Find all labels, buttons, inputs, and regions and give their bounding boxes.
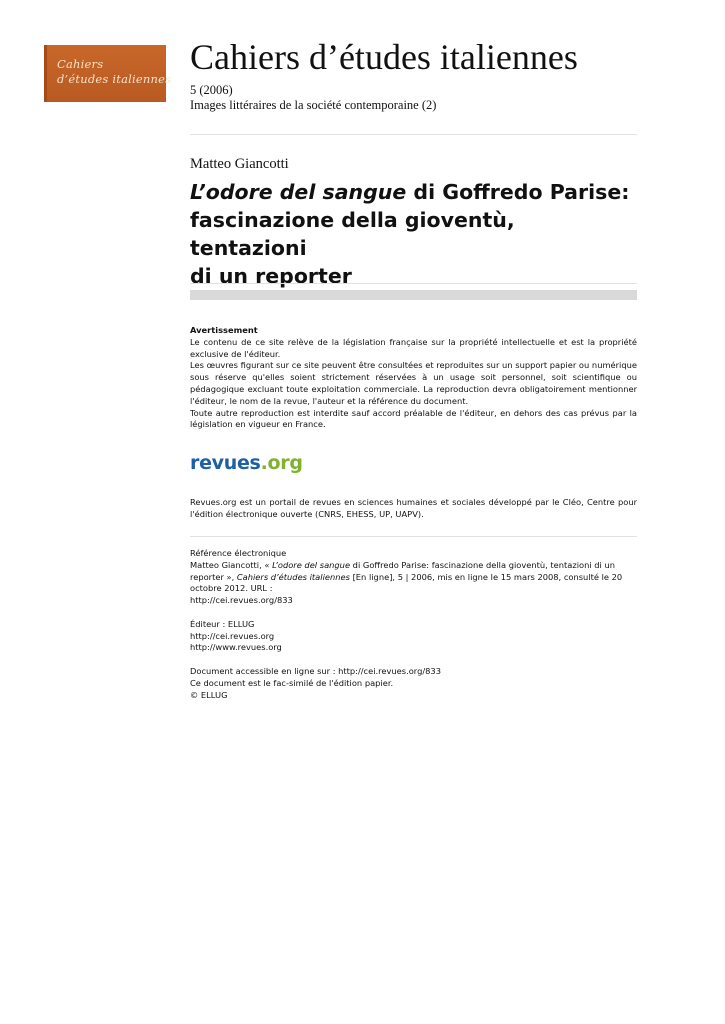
journal-logo [44,45,172,102]
revues-logo[interactable] [190,451,303,475]
portal-description: Revues.org est un portail de revues en sciences humaines et sociales développé par le Cléo, Centre pour l'édition électronique ouverte (CNRS, EHESS, UP, UAPV). [190,497,637,519]
revues-site-link[interactable]: http://www.revues.org [190,642,282,653]
reference-label: Référence électronique [190,548,287,558]
article-title-part2: fascinazione della gioventù, tentazioni [190,208,515,260]
reference-journal: Cahiers d’études italiennes [236,571,350,582]
divider [190,283,637,284]
reference-url[interactable]: http://cei.revues.org/833 [190,595,293,606]
divider [190,134,637,135]
journal-title: Cahiers d’études italiennes [190,37,578,77]
reference-author: Matteo Giancotti, « [190,559,273,570]
notice-paragraph: Les œuvres figurant sur ce site peuvent être consultées et reproduites sur un support papier ou numérique sous réserve qu'elles soient strictement réservées à un usage soit personnel, soit scientifique ou pédagogique excluant toute exploitation commerciale. La reproduction devra obligatoirement mentionner l'éditeur, le nom de la revue, l'auteur et la référence du document. [190,360,637,406]
access-facsimile: Ce document est le fac-similé de l'édition papier. [190,677,394,688]
copyright: © ELLUG [190,689,228,700]
issue-number: 5 (2006) [190,83,233,97]
separator-bar [190,290,637,300]
article-title-part1: di Goffredo Parise: [406,180,630,204]
reference-block [190,548,637,701]
publisher-site-link[interactable]: http://cei.revues.org [190,630,275,641]
article-title-italic: L’odore del sangue [190,180,407,204]
notice-heading: Avertissement [190,325,258,335]
revues-logo-part1: revues [190,452,261,474]
access-online: Document accessible en ligne sur : http://cei.revues.org/833 [190,665,441,676]
reference-title-italic: L’odore del sangue [272,559,351,570]
notice-paragraph: Toute autre reproduction est interdite sauf accord préalable de l'éditeur, en dehors des cas prévus par la législation en vigueur en France. [190,407,637,430]
copyright-notice [190,325,637,431]
article-title [190,178,637,290]
reference-title-rest: di Goffredo Parise: fascinazione della gioventù, tentazioni di un reporter », [190,559,616,582]
logo-line-1: Cahiers [57,57,104,71]
revues-logo-part2: .org [260,452,303,474]
issue-subtitle: Images littéraires de la société contemporaine (2) [190,98,437,112]
article-author: Matteo Giancotti [190,156,289,172]
divider [190,536,637,537]
article-title-part3: di un reporter [190,264,352,288]
logo-line-2: d’études italiennes [57,72,172,86]
notice-paragraph: Le contenu de ce site relève de la législation française sur la propriété intellectuelle et est la propriété exclusive de l'éditeur. [190,336,637,359]
reference-citation [190,560,637,595]
reference-details: [En ligne], 5 | 2006, mis en ligne le 15 mars 2008, consulté le 20 octobre 2012. URL : [190,571,623,594]
journal-logo-text [57,57,171,87]
publisher-editor: Éditeur : ELLUG [190,618,255,629]
